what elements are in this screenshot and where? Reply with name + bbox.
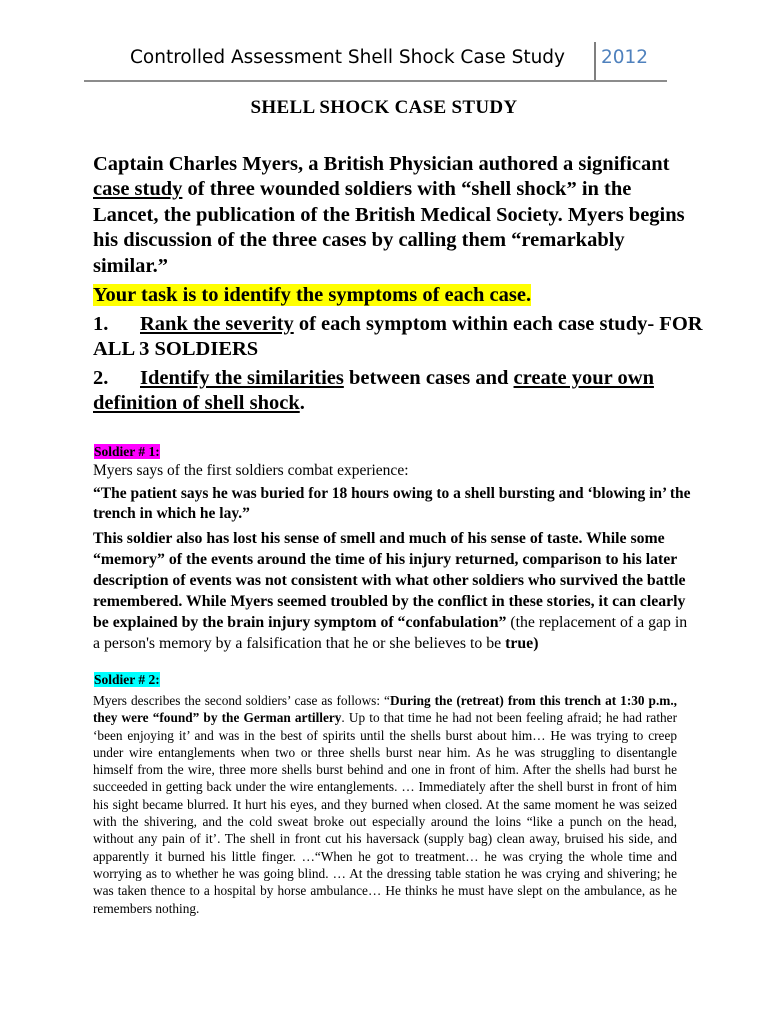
soldier-1-label-text: Soldier # 1: <box>94 444 160 459</box>
soldier-2-label-text: Soldier # 2: <box>94 672 160 687</box>
soldier-2-bold-quote: During the (retreat) from this trench at 1:30 p.m., they were “found” by the German artillery <box>93 693 677 726</box>
soldier-1-definition: (the replacement of a gap in a person's memory by a falsification that he or she believes to be <box>93 614 688 652</box>
soldier-1-body-text: This soldier also has lost his sense of smell and much of his sense of taste. While some “memory” of the events around the time of his injury returned, comparison to his later description of events was not consistent with what other soldiers who survived the battle remembered. While Myers seemed troubled by the conflict in these stories, it can clearly be explained by the brain injury symptom of “confabulation” <box>93 530 686 631</box>
task-highlight: Your task is to identify the symptoms of each case. <box>93 284 532 306</box>
intro-text-2: of three wounded soldiers with “shell shock” in the Lancet, the publication of the British Medical Society. Myers begins his discussion of the three cases by calling them “remarkably similar.” <box>93 178 685 277</box>
document-title: SHELL SHOCK CASE STUDY <box>250 97 518 118</box>
soldier-2-lead: Myers describes the second soldiers’ case as follows: “ <box>93 693 390 708</box>
soldier-1-quote: “The patient says he was buried for 18 hours owing to a shell bursting and ‘blowing in’ the trench in which he lay.” <box>93 485 691 522</box>
soldier-1-intro: Myers says of the first soldiers combat experience: <box>93 462 409 479</box>
step-2 <box>93 366 703 417</box>
step-2-text: between cases and <box>343 367 514 389</box>
step-1-number: 1. <box>93 313 109 335</box>
header-title: Controlled Assessment Shell Shock Case Study <box>130 47 566 68</box>
task-statement <box>93 284 531 307</box>
step-2-number: 2. <box>93 367 109 389</box>
soldier-1-body <box>93 528 693 654</box>
page-header <box>84 40 667 82</box>
intro-paragraph <box>93 152 693 279</box>
step-2-underlined-2: create your own definition of shell shock <box>93 367 654 415</box>
step-2-underlined: Identify the similarities <box>140 367 344 389</box>
soldier-2-label <box>93 672 161 688</box>
soldier-1-definition-end: true) <box>505 635 539 652</box>
header-divider <box>594 42 596 80</box>
step-1-underlined: Rank the severity <box>140 313 294 335</box>
intro-text-1: Captain Charles Myers, a British Physician authored a significant <box>93 153 670 175</box>
header-year: 2012 <box>601 47 649 68</box>
soldier-1-label <box>93 444 161 460</box>
soldier-2-body <box>93 692 677 917</box>
step-1-text: of each symptom within each case study- FOR ALL 3 SOLDIERS <box>93 313 703 361</box>
step-1 <box>93 312 703 363</box>
intro-case-study-link: case study <box>93 178 183 201</box>
soldier-2-body-text: . Up to that time he had not been feeling afraid; he had rather ‘been enjoying it’ and was in the best of spirits until the shells burst about him… He was trying to creep under wire entanglements when two or three shells burst near him. As he was struggling to disentangle himself from the wire, three more shells burst behind and one in front of him. After the shells had burst he succeeded in getting back under the wire entanglements. … Immediately after the shell burst in front of him his sight became blurred. It hurt his eyes, and they burned when closed. At the same moment he was seized with the shivering, and the cold sweat broke out especially around the loins “like a punch on the head, without any pain of it’. The shell in front cut his haversack (supply bag) clean away, bruised his side, and apparently it burned his little finger. …“When he got to treatment… he was crying the whole time and worrying as to whether he was going blind. … At the dressing table station he was crying and shivering; he was taken thence to a hospital by horse ambulance… He thinks he must have slept on the ambulance, as he remembers nothing. <box>93 710 677 916</box>
step-2-end: . <box>299 392 305 415</box>
